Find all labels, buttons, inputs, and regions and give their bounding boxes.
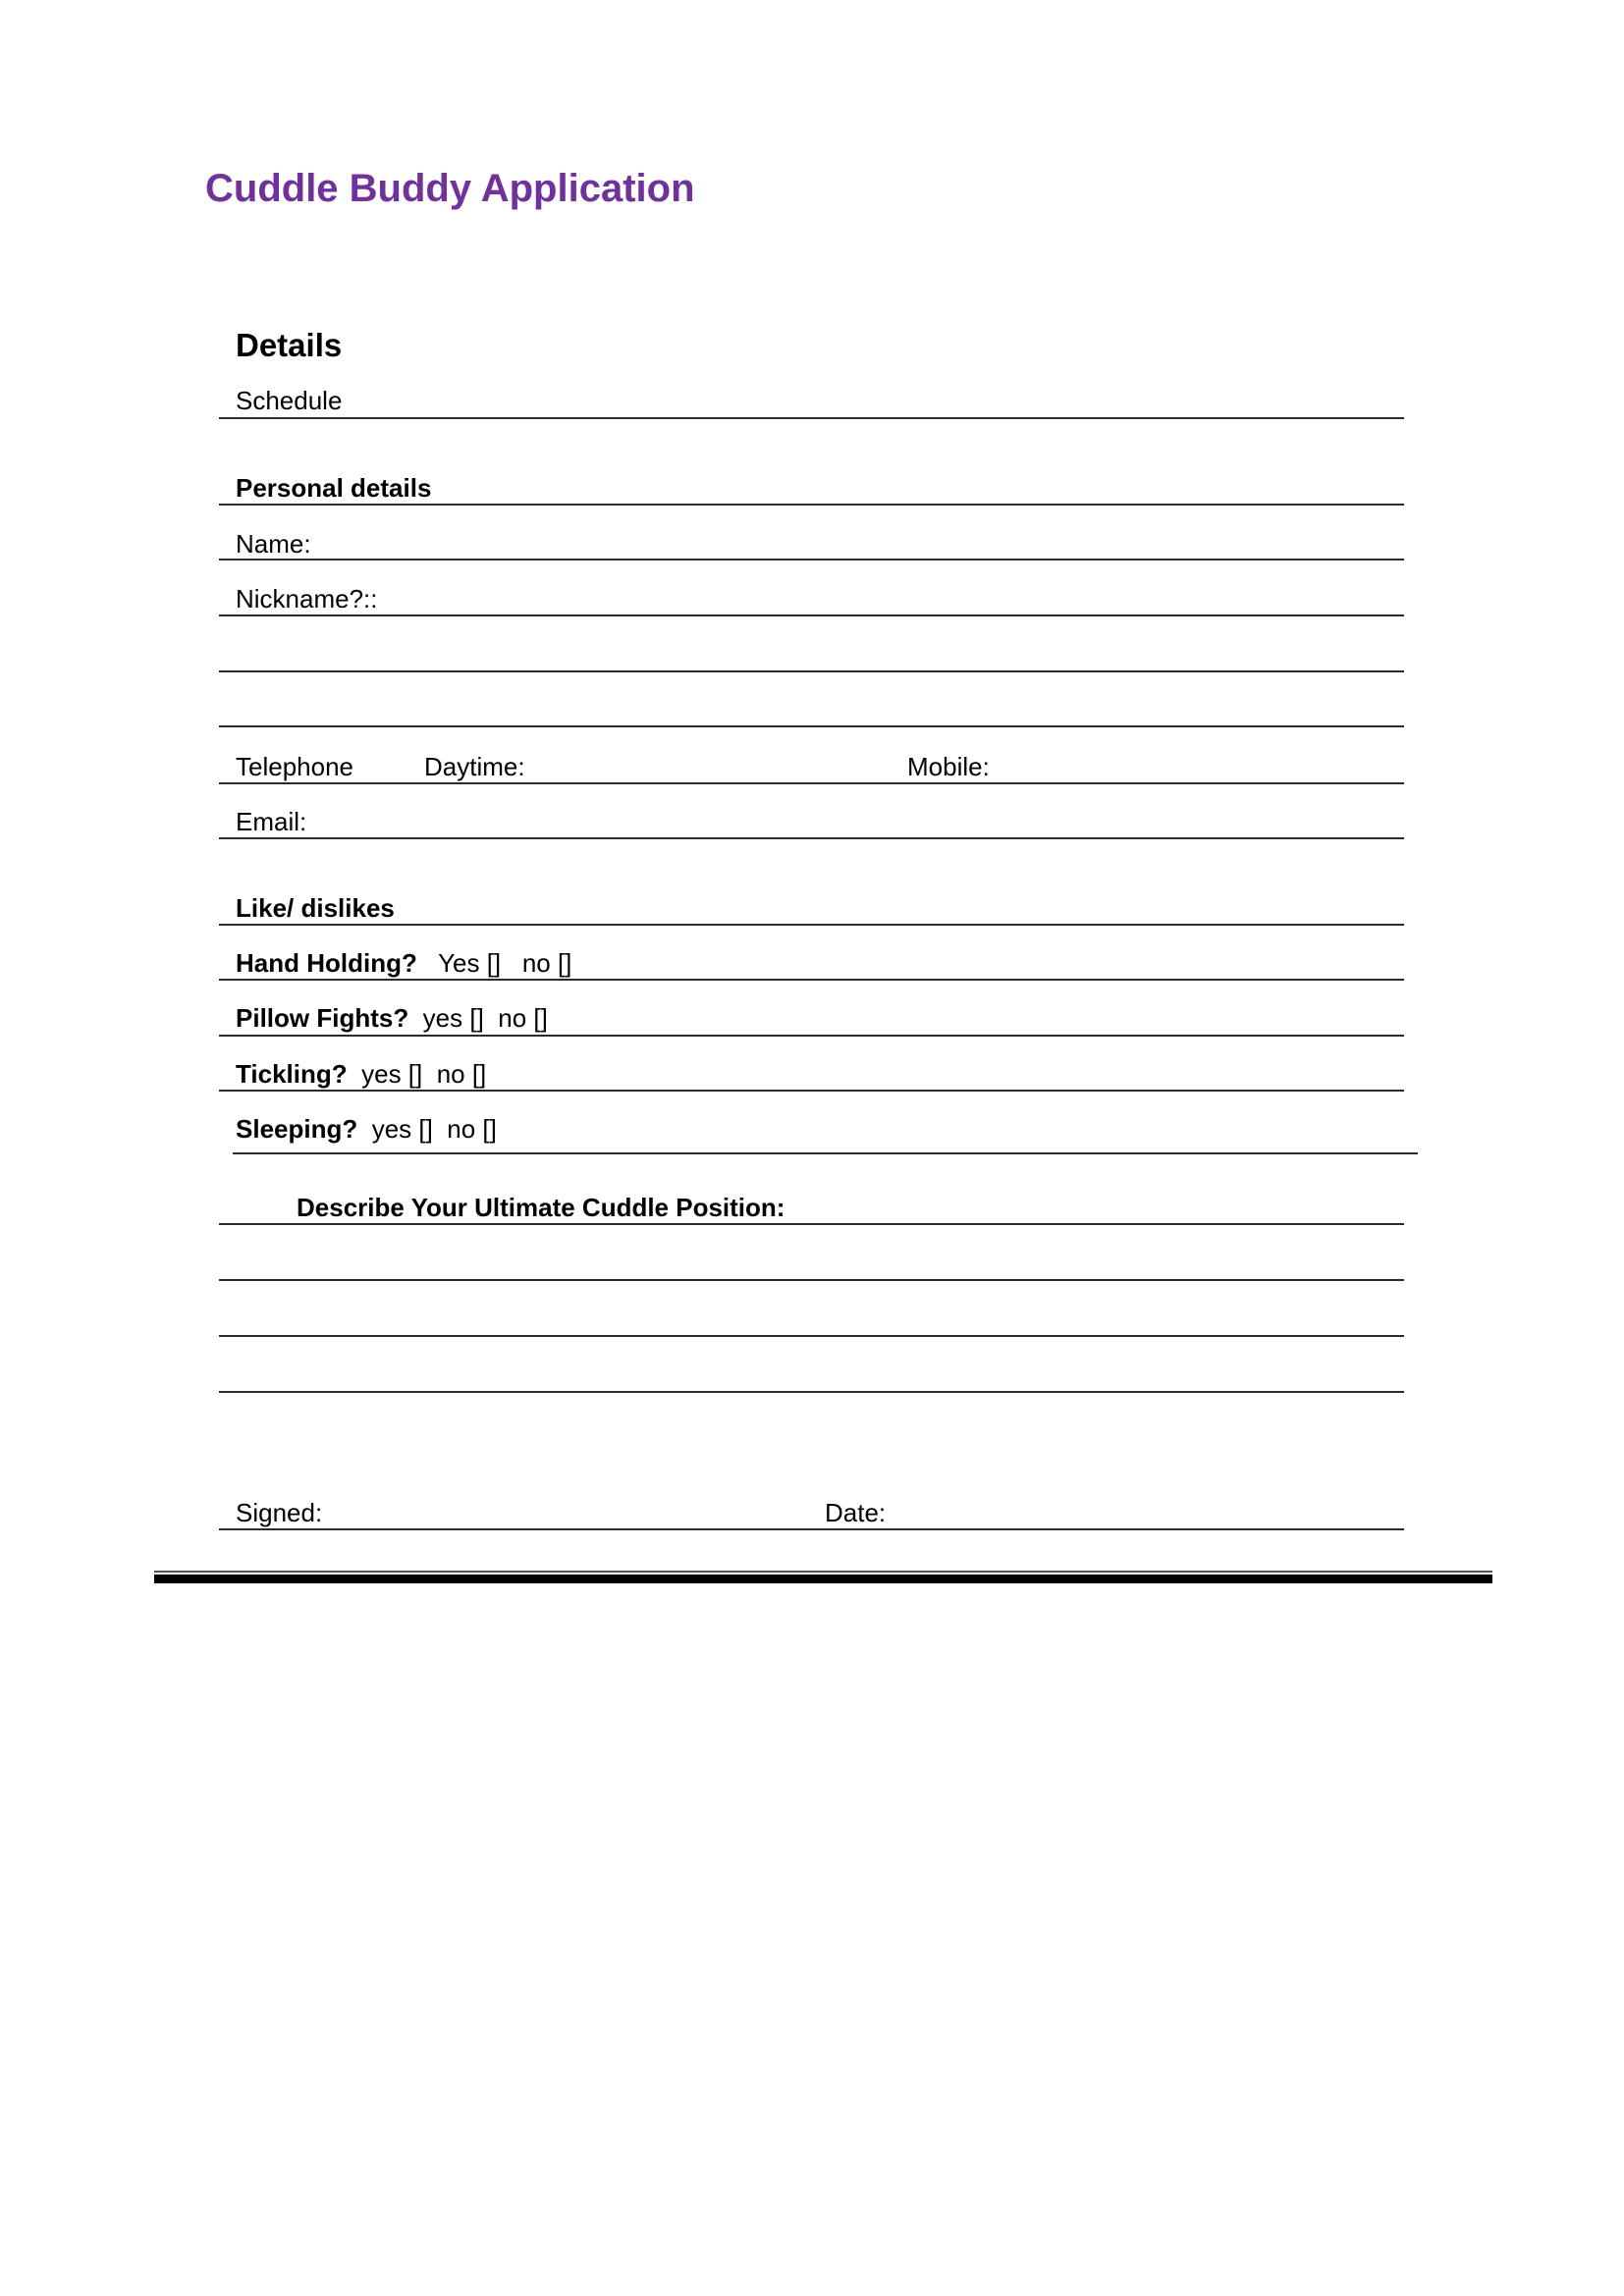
tickling-question: Tickling? (236, 1059, 348, 1089)
hand-holding-options[interactable]: Yes [] no [] (438, 948, 572, 978)
mobile-label: Mobile: (907, 752, 990, 781)
signature-line (219, 1528, 1404, 1530)
describe-line-4 (219, 1391, 1404, 1393)
blank-line-1 (219, 670, 1404, 672)
describe-line-3 (219, 1335, 1404, 1337)
tickling-row[interactable] (236, 1059, 486, 1089)
sleeping-question: Sleeping? (236, 1114, 358, 1144)
blank-line-2 (219, 725, 1404, 727)
schedule-field[interactable] (363, 383, 1398, 418)
pillow-fights-row[interactable] (236, 1003, 548, 1033)
personal-details-line (219, 504, 1404, 506)
footer-rule-thin (154, 1571, 1492, 1573)
tickling-options[interactable]: yes [] no [] (361, 1059, 487, 1089)
address-field-1[interactable] (236, 636, 1398, 671)
hand-holding-line (219, 979, 1404, 981)
describe-field-1[interactable] (236, 1245, 1398, 1280)
name-field[interactable] (324, 525, 1398, 561)
email-line (219, 837, 1404, 839)
date-label: Date: (825, 1498, 887, 1527)
personal-details-heading: Personal details (236, 473, 432, 503)
footer-rule-thick (154, 1575, 1492, 1583)
mobile-phone-field[interactable] (1001, 748, 1398, 783)
document-title: Cuddle Buddy Application (205, 167, 695, 210)
address-field-2[interactable] (236, 691, 1398, 726)
telephone-line (219, 782, 1404, 784)
nickname-line (219, 614, 1404, 616)
date-field[interactable] (903, 1494, 1398, 1529)
likes-line (219, 924, 1404, 926)
nickname-label: Nickname?:: (236, 584, 378, 614)
email-label: Email: (236, 807, 307, 836)
sleeping-options[interactable]: yes [] no [] (371, 1114, 497, 1144)
email-field[interactable] (324, 803, 1398, 838)
describe-heading: Describe Your Ultimate Cuddle Position: (297, 1193, 785, 1222)
pillow-fights-options[interactable]: yes [] no [] (422, 1003, 548, 1033)
hand-holding-row[interactable] (236, 948, 571, 978)
sleeping-row[interactable] (236, 1114, 497, 1144)
details-heading: Details (236, 327, 343, 363)
signature-field[interactable] (339, 1494, 814, 1529)
telephone-label: Telephone (236, 752, 353, 781)
name-label: Name: (236, 529, 311, 559)
schedule-label: Schedule (236, 386, 343, 415)
name-line (219, 559, 1404, 561)
describe-line-1 (219, 1223, 1404, 1225)
describe-field-2[interactable] (236, 1301, 1398, 1336)
schedule-line (219, 417, 1404, 419)
pillow-fights-question: Pillow Fights? (236, 1003, 409, 1033)
likes-heading: Like/ dislikes (236, 893, 395, 923)
daytime-label: Daytime: (424, 752, 525, 781)
sleeping-line (233, 1152, 1418, 1154)
daytime-phone-field[interactable] (540, 748, 897, 783)
hand-holding-question: Hand Holding? (236, 948, 417, 978)
signed-label: Signed: (236, 1498, 323, 1527)
describe-field-3[interactable] (236, 1357, 1398, 1392)
nickname-field[interactable] (393, 580, 1398, 615)
pillow-fights-line (219, 1035, 1404, 1037)
tickling-line (219, 1090, 1404, 1092)
describe-line-2 (219, 1279, 1404, 1281)
